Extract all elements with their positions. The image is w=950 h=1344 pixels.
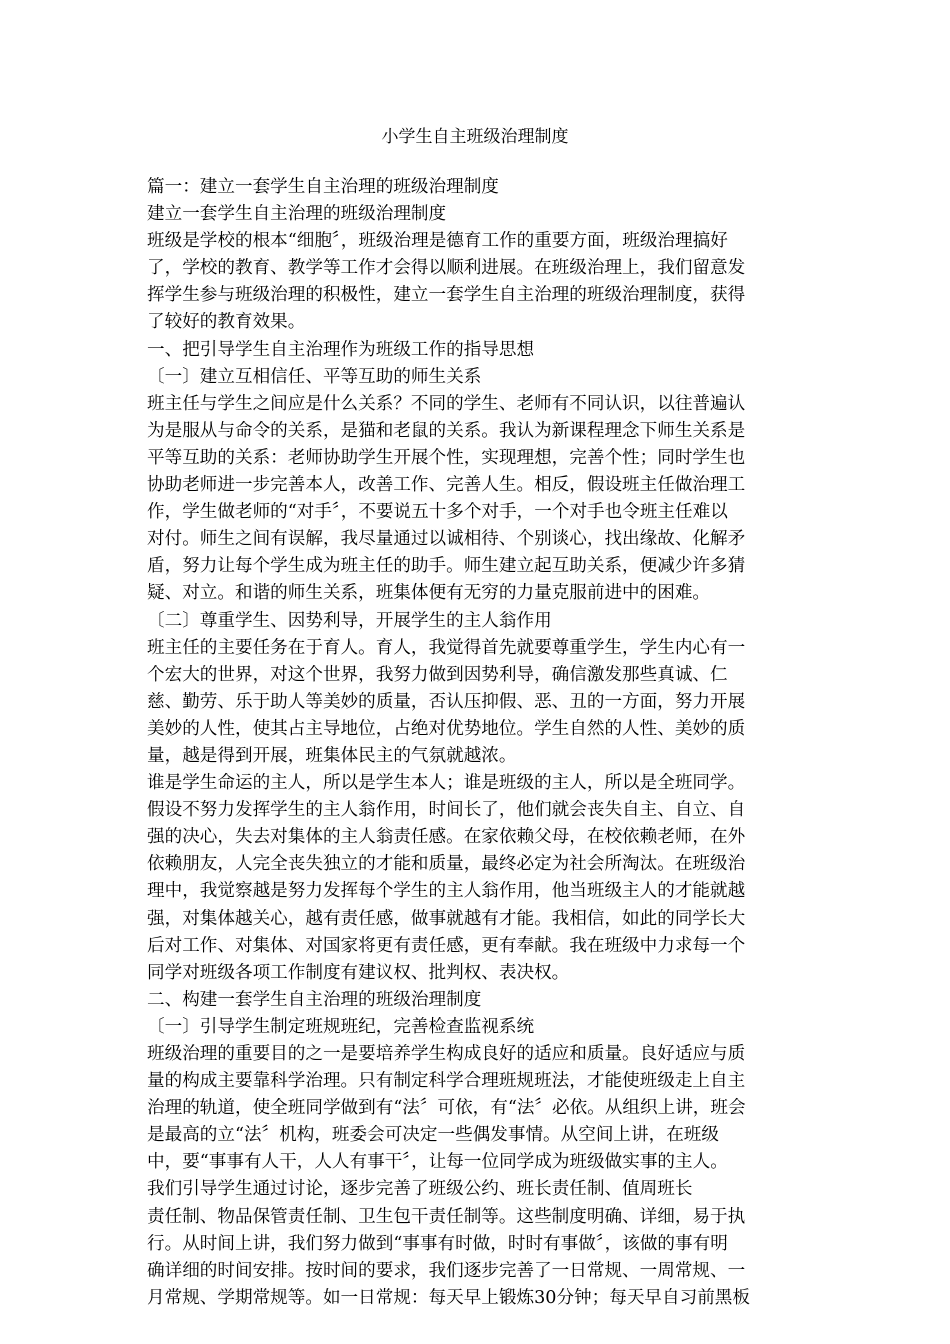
text-line: 为是服从与命令的关系，是猫和老鼠的关系。我认为新课程理念下师生关系是 xyxy=(147,420,746,441)
text-line: 〔一〕建立互相信任、平等互助的师生关系 xyxy=(147,366,482,387)
document-body xyxy=(147,174,807,1312)
text-line: 作，学生做老师的“对手〞，不要说五十多个对手，一个对手也令班主任难以 xyxy=(147,502,728,523)
text-line: 疑、对立。和谐的师生关系，班集体便有无穷的力量克服前进中的困难。 xyxy=(147,583,711,604)
text-line: 依赖朋友，人完全丧失独立的才能和质量，最终必定为社会所淘汰。在班级治 xyxy=(147,854,746,875)
text-line: 慈、勤劳、乐于助人等美妙的质量，否认压抑假、恶、丑的一方面，努力开展 xyxy=(147,691,746,712)
text-line: 我们引导学生通过讨论，逐步完善了班级公约、班长责任制、值周班长 xyxy=(147,1179,693,1200)
text-line: 挥学生参与班级治理的积极性，建立一套学生自主治理的班级治理制度，获得 xyxy=(147,285,746,306)
text-line: 强的决心，失去对集体的主人翁责任感。在家依赖父母，在校依赖老师，在外 xyxy=(147,827,746,848)
text-line: 中，要“事事有人干，人人有事干〞，让每一位同学成为班级做实事的主人。 xyxy=(147,1152,728,1173)
text-line: 平等互助的关系：老师协助学生开展个性，实现理想，完善个性；同时学生也 xyxy=(147,447,746,468)
text-line: 班级是学校的根本“细胞〞，班级治理是德育工作的重要方面，班级治理搞好 xyxy=(147,231,728,252)
text-line: 月常规、学期常规等。如一日常规：每天早上锻炼30分钟；每天早自习前黑板 xyxy=(147,1287,750,1308)
text-line: 理中，我觉察越是努力发挥每个学生的主人翁作用，他当班级主人的才能就越 xyxy=(147,881,746,902)
text-line: 责任制、物品保管责任制、卫生包干责任制等。这些制度明确、详细，易于执 xyxy=(147,1206,746,1227)
text-line: 确详细的时间安排。按时间的要求，我们逐步完善了一日常规、一周常规、一 xyxy=(147,1260,746,1281)
text-line: 班级治理的重要目的之一是要培养学生构成良好的适应和质量。良好适应与质 xyxy=(147,1044,746,1064)
text-line: 班主任与学生之间应是什么关系？不同的学生、老师有不同认识，以往普遍认 xyxy=(147,393,746,414)
text-line: 后对工作、对集体、对国家将更有责任感，更有奉献。我在班级中力求每一个 xyxy=(147,935,746,956)
text-line: 二、构建一套学生自主治理的班级治理制度 xyxy=(147,989,482,1010)
text-line: 假设不努力发挥学生的主人翁作用，时间长了，他们就会丧失自主、自立、自 xyxy=(147,800,746,821)
text-line: 美妙的人性，使其占主导地位，占绝对优势地位。学生自然的人性、美妙的质 xyxy=(147,718,746,739)
text-line: 谁是学生命运的主人，所以是学生本人；谁是班级的主人，所以是全班同学。 xyxy=(147,773,746,794)
text-line: 了，学校的教育、教学等工作才会得以顺利进展。在班级治理上，我们留意发 xyxy=(147,258,746,279)
text-line: 量，越是得到开展，班集体民主的气氛就越浓。 xyxy=(147,745,517,766)
text-line: 个宏大的世界，对这个世界，我努力做到因势利导，确信激发那些真诚、仁 xyxy=(147,664,728,685)
text-line: 量的构成主要靠科学治理。只有制定科学合理班规班法，才能使班级走上自主 xyxy=(147,1071,746,1092)
document-title: 小学生自主班级治理制度 xyxy=(381,127,569,147)
text-line: 盾，努力让每个学生成为班主任的助手。师生建立起互助关系，便减少许多猜 xyxy=(147,556,746,577)
text-line: 同学对班级各项工作制度有建议权、批判权、表决权。 xyxy=(147,962,570,983)
text-line: 一、把引导学生自主治理作为班级工作的指导思想 xyxy=(147,339,535,360)
text-line: 了较好的教育效果。 xyxy=(147,312,306,333)
text-line: 治理的轨道，使全班同学做到有“法〞可依，有“法〞必依。从组织上讲，班会 xyxy=(147,1098,746,1119)
text-line: 强，对集体越关心，越有责任感，做事就越有才能。我相信，如此的同学长大 xyxy=(147,908,746,929)
text-line: 对付。师生之间有误解，我尽量通过以诚相待、个别谈心，找出缘故、化解矛 xyxy=(147,529,746,550)
text-line: 篇一：建立一套学生自主治理的班级治理制度 xyxy=(147,177,499,197)
text-line: 〔二〕尊重学生、因势利导，开展学生的主人翁作用 xyxy=(147,610,552,631)
text-line: 协助老师进一步完善本人，改善工作、完善人生。相反，假设班主任做治理工 xyxy=(147,475,746,496)
text-line: 是最高的立“法〞机构，班委会可决定一些偶发事情。从空间上讲，在班级 xyxy=(147,1125,719,1146)
text-line: 建立一套学生自主治理的班级治理制度 xyxy=(147,204,447,225)
text-line: 行。从时间上讲，我们努力做到“事事有时做，时时有事做〞，该做的事有明 xyxy=(147,1233,728,1254)
text-line: 〔一〕引导学生制定班规班纪，完善检查监视系统 xyxy=(147,1016,535,1037)
text-line: 班主任的主要任务在于育人。育人，我觉得首先就要尊重学生，学生内心有一 xyxy=(147,637,746,658)
